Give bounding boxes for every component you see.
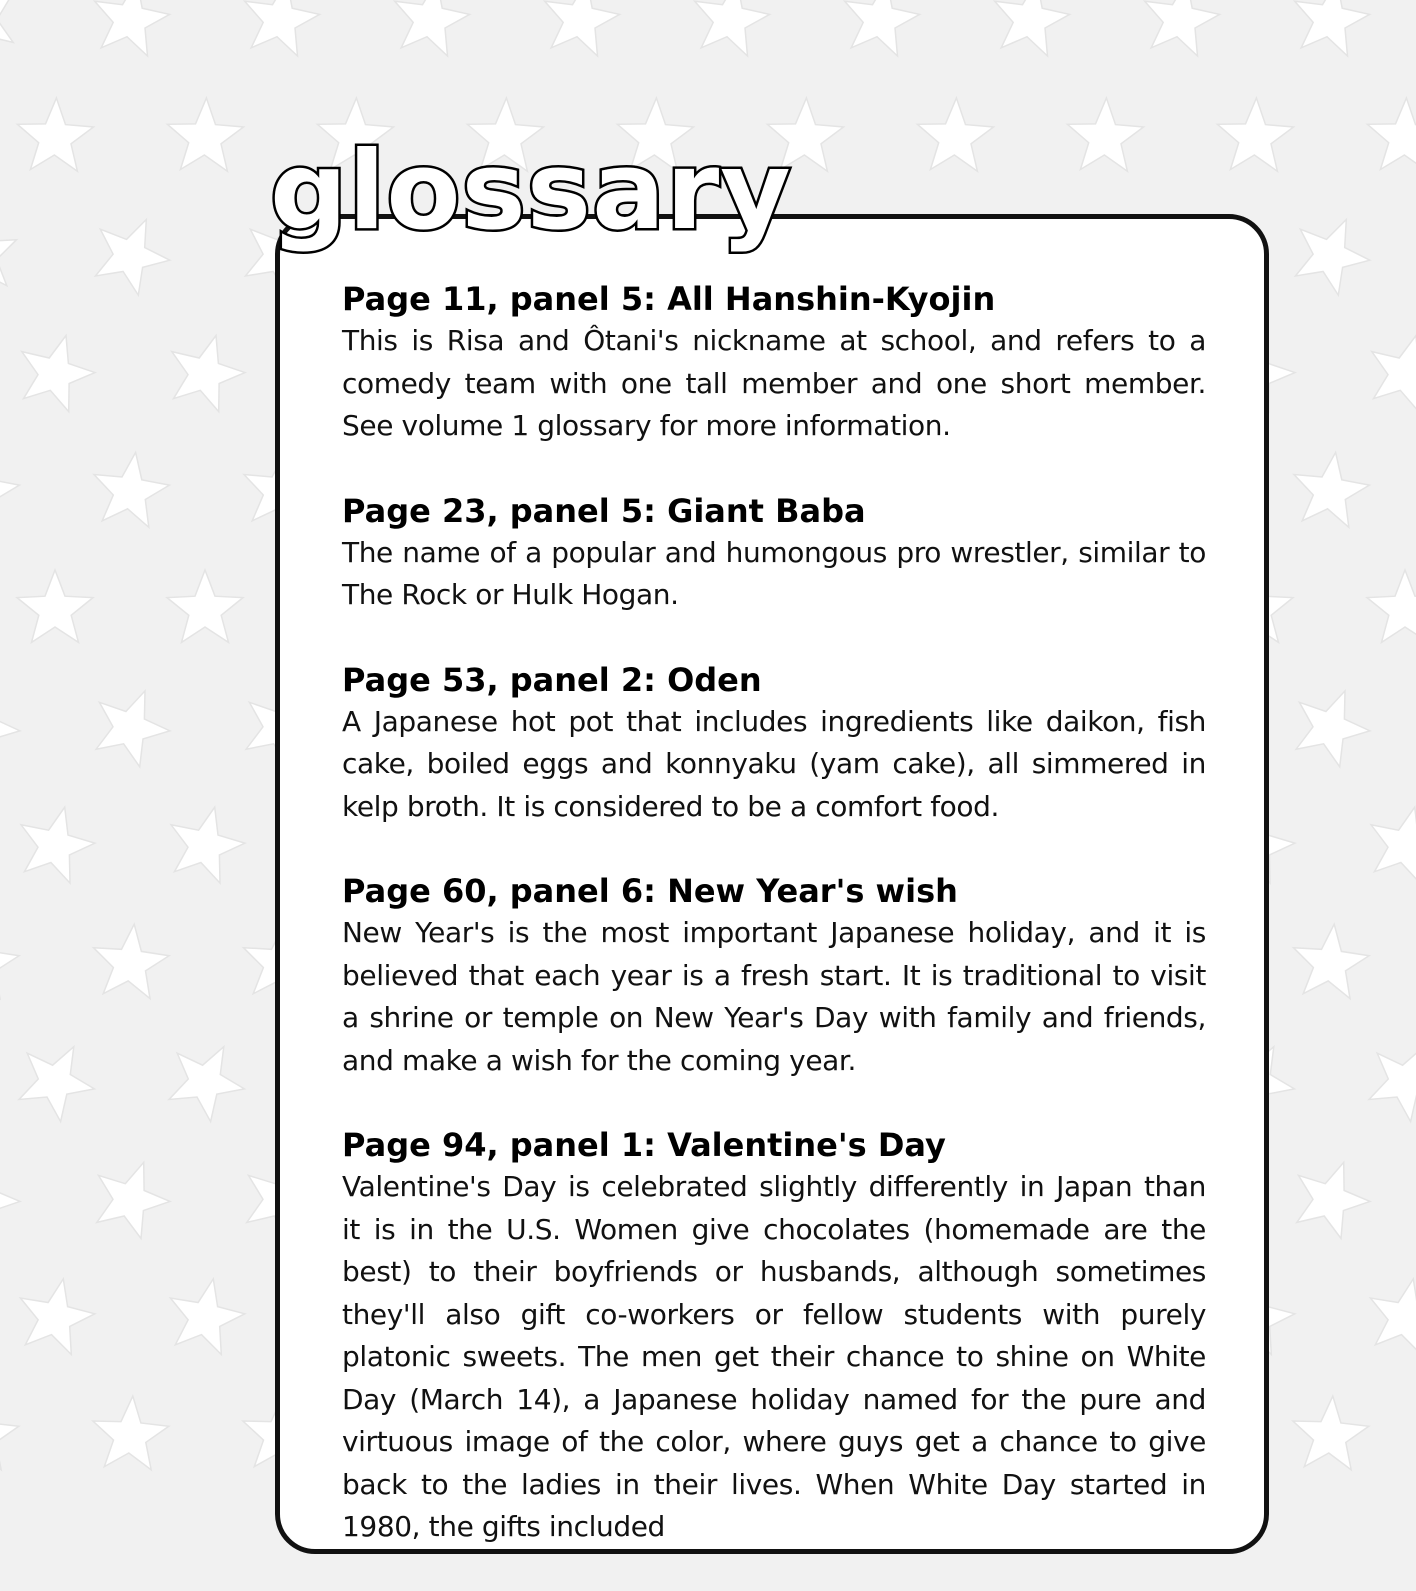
glossary-entry (342, 659, 1206, 829)
entry-heading: Page 11, panel 5: All Hanshin-Kyojin (342, 280, 996, 318)
entry-body: A Japanese hot pot that includes ingredients like daikon, fish cake, boiled eggs and konnyaku (yam cake), all simmered in kelp broth. It is considered to be a comfort food. (342, 704, 1206, 823)
entry-body: This is Risa and Ôtani's nickname at school, and refers to a comedy team with one tall member and one short member. See volume 1 glossary for more information. (342, 324, 1206, 442)
glossary-title: glossary (270, 129, 792, 254)
entry-heading: Page 23, panel 5: Giant Baba (342, 491, 866, 530)
entry-heading: Page 94, panel 1: Valentine's Day (342, 1126, 946, 1164)
glossary-entry (342, 278, 1206, 448)
glossary-entry (342, 1124, 1206, 1549)
glossary-content (342, 278, 1206, 1591)
glossary-entry (342, 870, 1206, 1082)
entry-body: The name of a popular and humongous pro wrestler, similar to The Rock or Hulk Hogan. (342, 535, 1206, 611)
glossary-entry (342, 490, 1206, 617)
entry-body: Valentine's Day is celebrated slightly differently in Japan than it is in the U.S. Women give chocolates (homemade are the best) to their boyfriends or husbands, although sometimes they'll also gift co-workers or fellow students with purely platonic sweets. The men get their chance to shine on White Day (March 14), a Japanese holiday named for the pure and virtuous image of the color, where guys get a chance to give back to the ladies in their lives. When White Day started in 1980, the gifts included (342, 1170, 1206, 1543)
entry-heading: Page 53, panel 2: Oden (342, 660, 762, 699)
entry-heading: Page 60, panel 6: New Year's wish (342, 872, 958, 910)
entry-body: New Year's is the most important Japanese holiday, and it is believed that each year is a fresh start. It is traditional to visit a shrine or temple on New Year's Day with family and friends, and make a wish for the coming year. (342, 916, 1206, 1077)
